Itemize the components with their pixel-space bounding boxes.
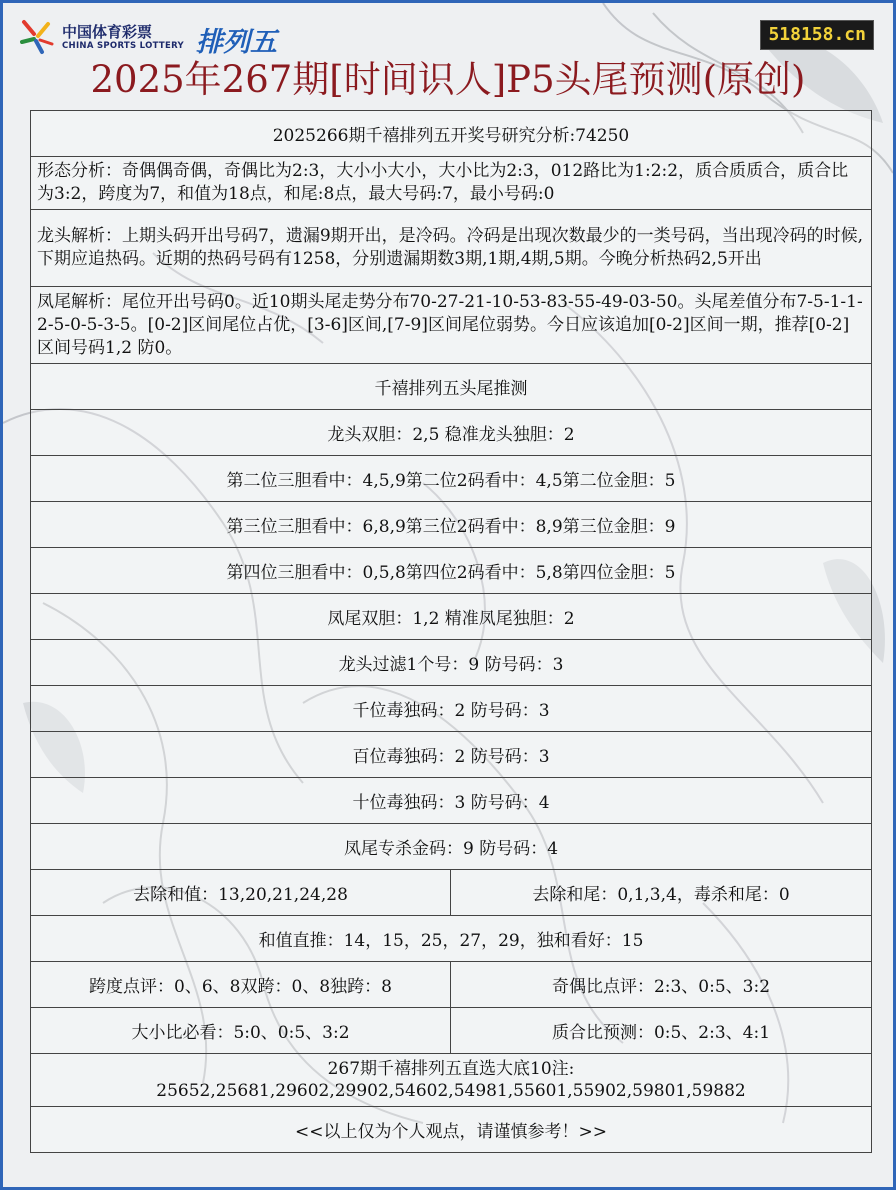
table-row — [31, 594, 872, 640]
table-row — [31, 870, 872, 916]
big-small-review: 大小比必看：5:0、0:5、3:2 — [31, 1008, 451, 1054]
table-row — [31, 1107, 872, 1153]
sum-direct: 和值直推：14，15，25，27，29，独和看好：15 — [31, 916, 872, 962]
head-filter: 龙头过滤1个号：9 防号码：3 — [31, 640, 872, 686]
table-row — [31, 686, 872, 732]
span-review: 跨度点评：0、6、8双跨：0、8独跨：8 — [31, 962, 451, 1008]
tail-double: 凤尾双胆：1,2 精准凤尾独胆：2 — [31, 594, 872, 640]
table-row — [31, 732, 872, 778]
head-double: 龙头双胆：2,5 稳准龙头独胆：2 — [31, 410, 872, 456]
remove-sum: 去除和值：13,20,21,24,28 — [31, 870, 451, 916]
table-row — [31, 824, 872, 870]
hundreds-pick: 百位毒独码：2 防号码：3 — [31, 732, 872, 778]
table-row — [31, 157, 872, 210]
logo-game-name: 排列五 — [196, 27, 277, 58]
position-4-pick: 第四位三胆看中：0,5,8第四位2码看中：5,8第四位金胆：5 — [31, 548, 872, 594]
table-row — [31, 111, 872, 157]
site-badge[interactable]: 518158.cn — [760, 20, 874, 50]
logo-cn-text: 中国体育彩票 — [62, 23, 153, 41]
table-row — [31, 962, 872, 1008]
table-row — [31, 916, 872, 962]
position-3-pick: 第三位三胆看中：6,8,9第三位2码看中：8,9第三位金胆：9 — [31, 502, 872, 548]
form-analysis: 形态分析：奇偶偶奇偶，奇偶比为2:3，大小小大小，大小比为2:3，012路比为1:2:2，质合质质合，质合比为3:2，跨度为7，和值为18点，和尾:8点，最大号码:7，最小号码:0 — [31, 157, 872, 210]
base-numbers-cell — [31, 1054, 872, 1107]
table-row — [31, 502, 872, 548]
base-numbers: 25652,25681,29602,29902,54602,54981,55601,55902,59801,59882 — [156, 1081, 746, 1101]
table-row — [31, 1054, 872, 1107]
table-row — [31, 410, 872, 456]
table-row — [31, 1008, 872, 1054]
table-row — [31, 210, 872, 287]
prediction-table — [30, 110, 872, 1153]
section-title: 千禧排列五头尾推测 — [31, 364, 872, 410]
logo-en-text: CHINA SPORTS LOTTERY — [62, 41, 184, 51]
table-row — [31, 364, 872, 410]
thousands-pick: 千位毒独码：2 防号码：3 — [31, 686, 872, 732]
head-analysis: 龙头解析：上期头码开出号码7，遗漏9期开出，是冷码。冷码是出现次数最少的一类号码，当出现冷码的时候,下期应追热码。近期的热码号码有1258，分别遗漏期数3期,1期,4期,5期。今晚分析热码2,5开出 — [31, 210, 872, 287]
table-row — [31, 640, 872, 686]
table-row — [31, 456, 872, 502]
footer-note: <<以上仅为个人观点，请谨慎参考！>> — [31, 1107, 872, 1153]
tail-analysis: 凤尾解析：尾位开出号码0。近10期头尾走势分布70-27-21-10-53-83-55-49-03-50。头尾差值分布7-5-1-1-2-5-0-5-3-5。[0-2]区间尾位占优，[3-6]区间,[7-9]区间尾位弱势。今日应该追加[0-2]区间一期，推荐[0-2]区间号码1,2 防0。 — [31, 287, 872, 364]
base-title: 267期千禧排列五直选大底10注: — [327, 1059, 575, 1079]
tail-kill: 凤尾专杀金码：9 防号码：4 — [31, 824, 872, 870]
odd-even-review: 奇偶比点评：2:3、0:5、3:2 — [451, 962, 872, 1008]
prime-composite-review: 质合比预测：0:5、2:3、4:1 — [451, 1008, 872, 1054]
table-row — [31, 287, 872, 364]
page-title: 2025年267期[时间识人]P5头尾预测(原创) — [90, 58, 806, 101]
lottery-logo-icon — [18, 18, 56, 56]
table-row — [31, 778, 872, 824]
research-summary: 2025266期千禧排列五开奖号研究分析:74250 — [31, 111, 872, 157]
remove-tail: 去除和尾：0,1,3,4，毒杀和尾：0 — [451, 870, 872, 916]
tens-pick: 十位毒独码：3 防号码：4 — [31, 778, 872, 824]
position-2-pick: 第二位三胆看中：4,5,9第二位2码看中：4,5第二位金胆：5 — [31, 456, 872, 502]
table-row — [31, 548, 872, 594]
